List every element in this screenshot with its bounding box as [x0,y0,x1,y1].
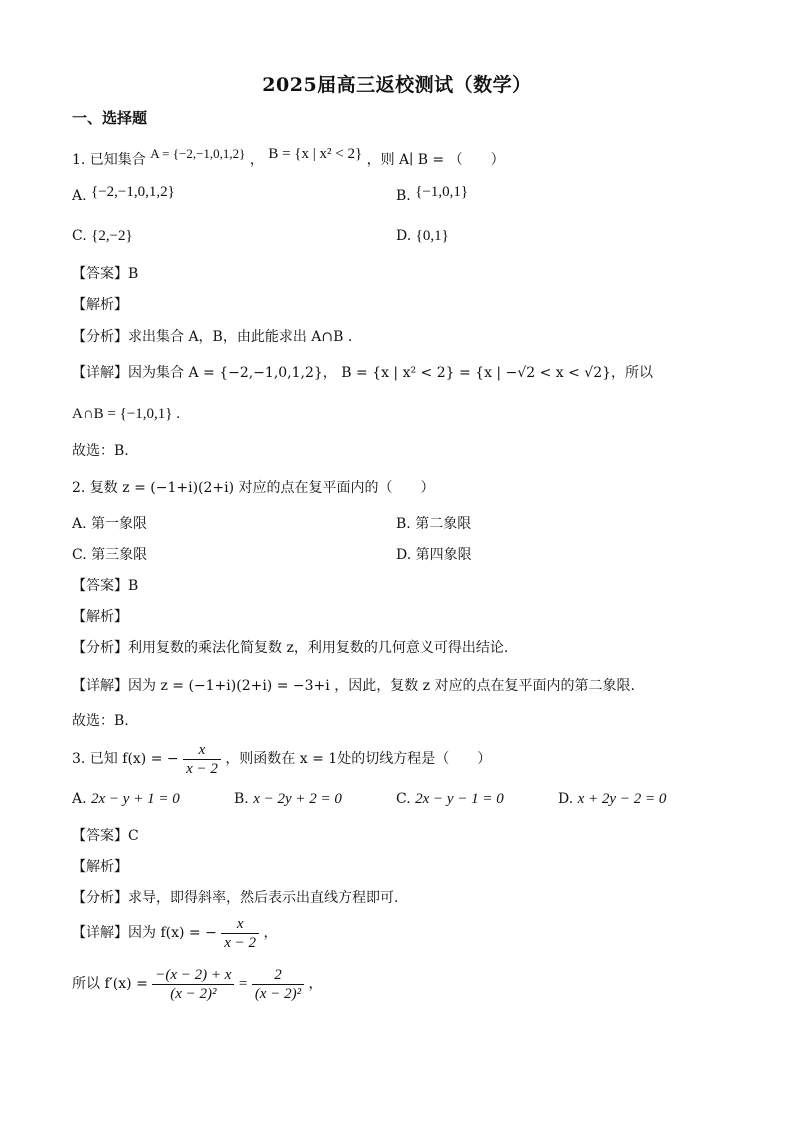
q3-deriv-prefix: 所以 f′(x) = [72,976,148,992]
q1-set-a: A = {−2,−1,0,1,2} [150,146,246,161]
q3-option-c [396,789,504,809]
q2-fenxi: 【分析】利用复数的乘法化简复数 z，利用复数的几何意义可得出结论. [72,640,509,656]
option-text: x − 2y + 2 = 0 [253,791,342,807]
equals-sign: = [238,976,248,992]
option-text: {2,−2} [91,228,133,244]
section-heading: 一、选择题 [72,109,148,127]
option-text: 第四象限 [415,547,472,563]
q1-set-b: B = {x | x² < 2} [268,146,363,162]
option-label: A. [72,791,87,807]
q3-deriv-suffix: ， [308,976,323,992]
q3-option-a [72,789,180,809]
q1-stem-prefix: 1. 已知集合 [72,152,146,168]
q2-xiangjie: 【详解】因为 z = (−1+i)(2+i) = −3+i ，因此，复数 z 对应的点在复平面内的第二象限. [72,678,635,694]
option-label: B. [234,791,249,807]
q3-fraction [183,741,221,778]
q1-fenxi: 【分析】求出集合 A，B，由此能求出 A∩B . [72,329,353,345]
q1-stem [72,146,505,170]
q3-option-d [558,789,666,809]
option-label: A. [72,516,87,532]
q2-option-a [72,514,147,534]
q2-option-b [396,514,471,534]
option-text: 2x − y − 1 = 0 [415,791,504,807]
q3-xiangjie-prefix: 【详解】因为 f(x) = − [72,925,217,941]
q3-derivative [72,964,323,1004]
fraction-numerator: x [183,741,221,760]
q1-option-a [72,186,175,206]
option-label: C. [72,228,87,244]
q3-deriv-fraction-1 [152,966,234,1003]
option-label: C. [396,791,411,807]
option-text: 2x − y + 1 = 0 [91,791,180,807]
fraction-numerator: −(x − 2) + x [152,966,234,985]
fraction-denominator: (x − 2)² [170,985,217,1002]
option-text: {−1,0,1} [415,184,469,200]
q2-option-d [396,545,472,565]
fraction-numerator: x [221,915,259,934]
option-label: D. [396,547,412,563]
fraction-denominator: x − 2 [224,934,257,951]
option-label: B. [396,188,411,204]
option-label: C. [72,547,87,563]
option-text: 第一象限 [91,516,148,532]
option-label: D. [558,791,574,807]
q3-option-b [234,789,342,809]
option-text: 第二象限 [415,516,472,532]
q1-xiangjie-1: 【详解】因为集合 A = {−2,−1,0,1,2}， B = {x | x² < 2} = {x | −√2 < x < √2}，所以 [72,365,654,381]
option-label: B. [396,516,411,532]
q3-stem-suffix: ，则函数在 x = 1处的切线方程是（ ） [225,751,492,767]
q3-deriv-fraction-2 [252,966,304,1003]
q1-guxuan: 故选：B. [72,443,129,459]
q2-stem: 2. 复数 z = (−1+i)(2+i) 对应的点在复平面内的（ ） [72,480,435,496]
q3-xiangjie [72,914,278,952]
fraction-numerator: 2 [252,966,304,985]
q1-analysis-title: 【解析】 [72,297,128,313]
page-title: 2025届高三返校测试（数学） [262,74,532,96]
q2-option-c [72,545,147,565]
option-label: A. [72,188,87,204]
option-text: {−2,−1,0,1,2} [91,184,175,200]
q3-analysis-title: 【解析】 [72,859,128,875]
q1-answer: 【答案】B [72,266,139,282]
q1-option-d [396,226,449,246]
option-text: 第三象限 [91,547,148,563]
q1-stem-suffix: ，则 A∣ B = （ ） [366,152,505,168]
q3-answer: 【答案】C [72,828,139,844]
q2-guxuan: 故选：B. [72,713,129,729]
q2-analysis-title: 【解析】 [72,609,128,625]
q1-xiangjie-2: A∩B = {−1,0,1} . [72,406,180,422]
q3-fenxi: 【分析】求导，即得斜率，然后表示出直线方程即可. [72,890,399,906]
option-text: x + 2y − 2 = 0 [577,791,667,807]
q1-comma: ， [249,152,264,168]
option-label: D. [396,228,412,244]
fraction-denominator: x − 2 [186,760,218,777]
q3-xiangjie-fraction [221,915,259,952]
q2-answer: 【答案】B [72,578,139,594]
q1-option-b [396,186,468,206]
q1-option-c [72,226,133,246]
fraction-denominator: (x − 2)² [254,985,302,1002]
q3-stem-prefix: 3. 已知 f(x) = − [72,751,179,767]
option-text: {0,1} [415,228,449,244]
q3-stem [72,740,491,778]
q3-xiangjie-suffix: ， [263,925,278,941]
